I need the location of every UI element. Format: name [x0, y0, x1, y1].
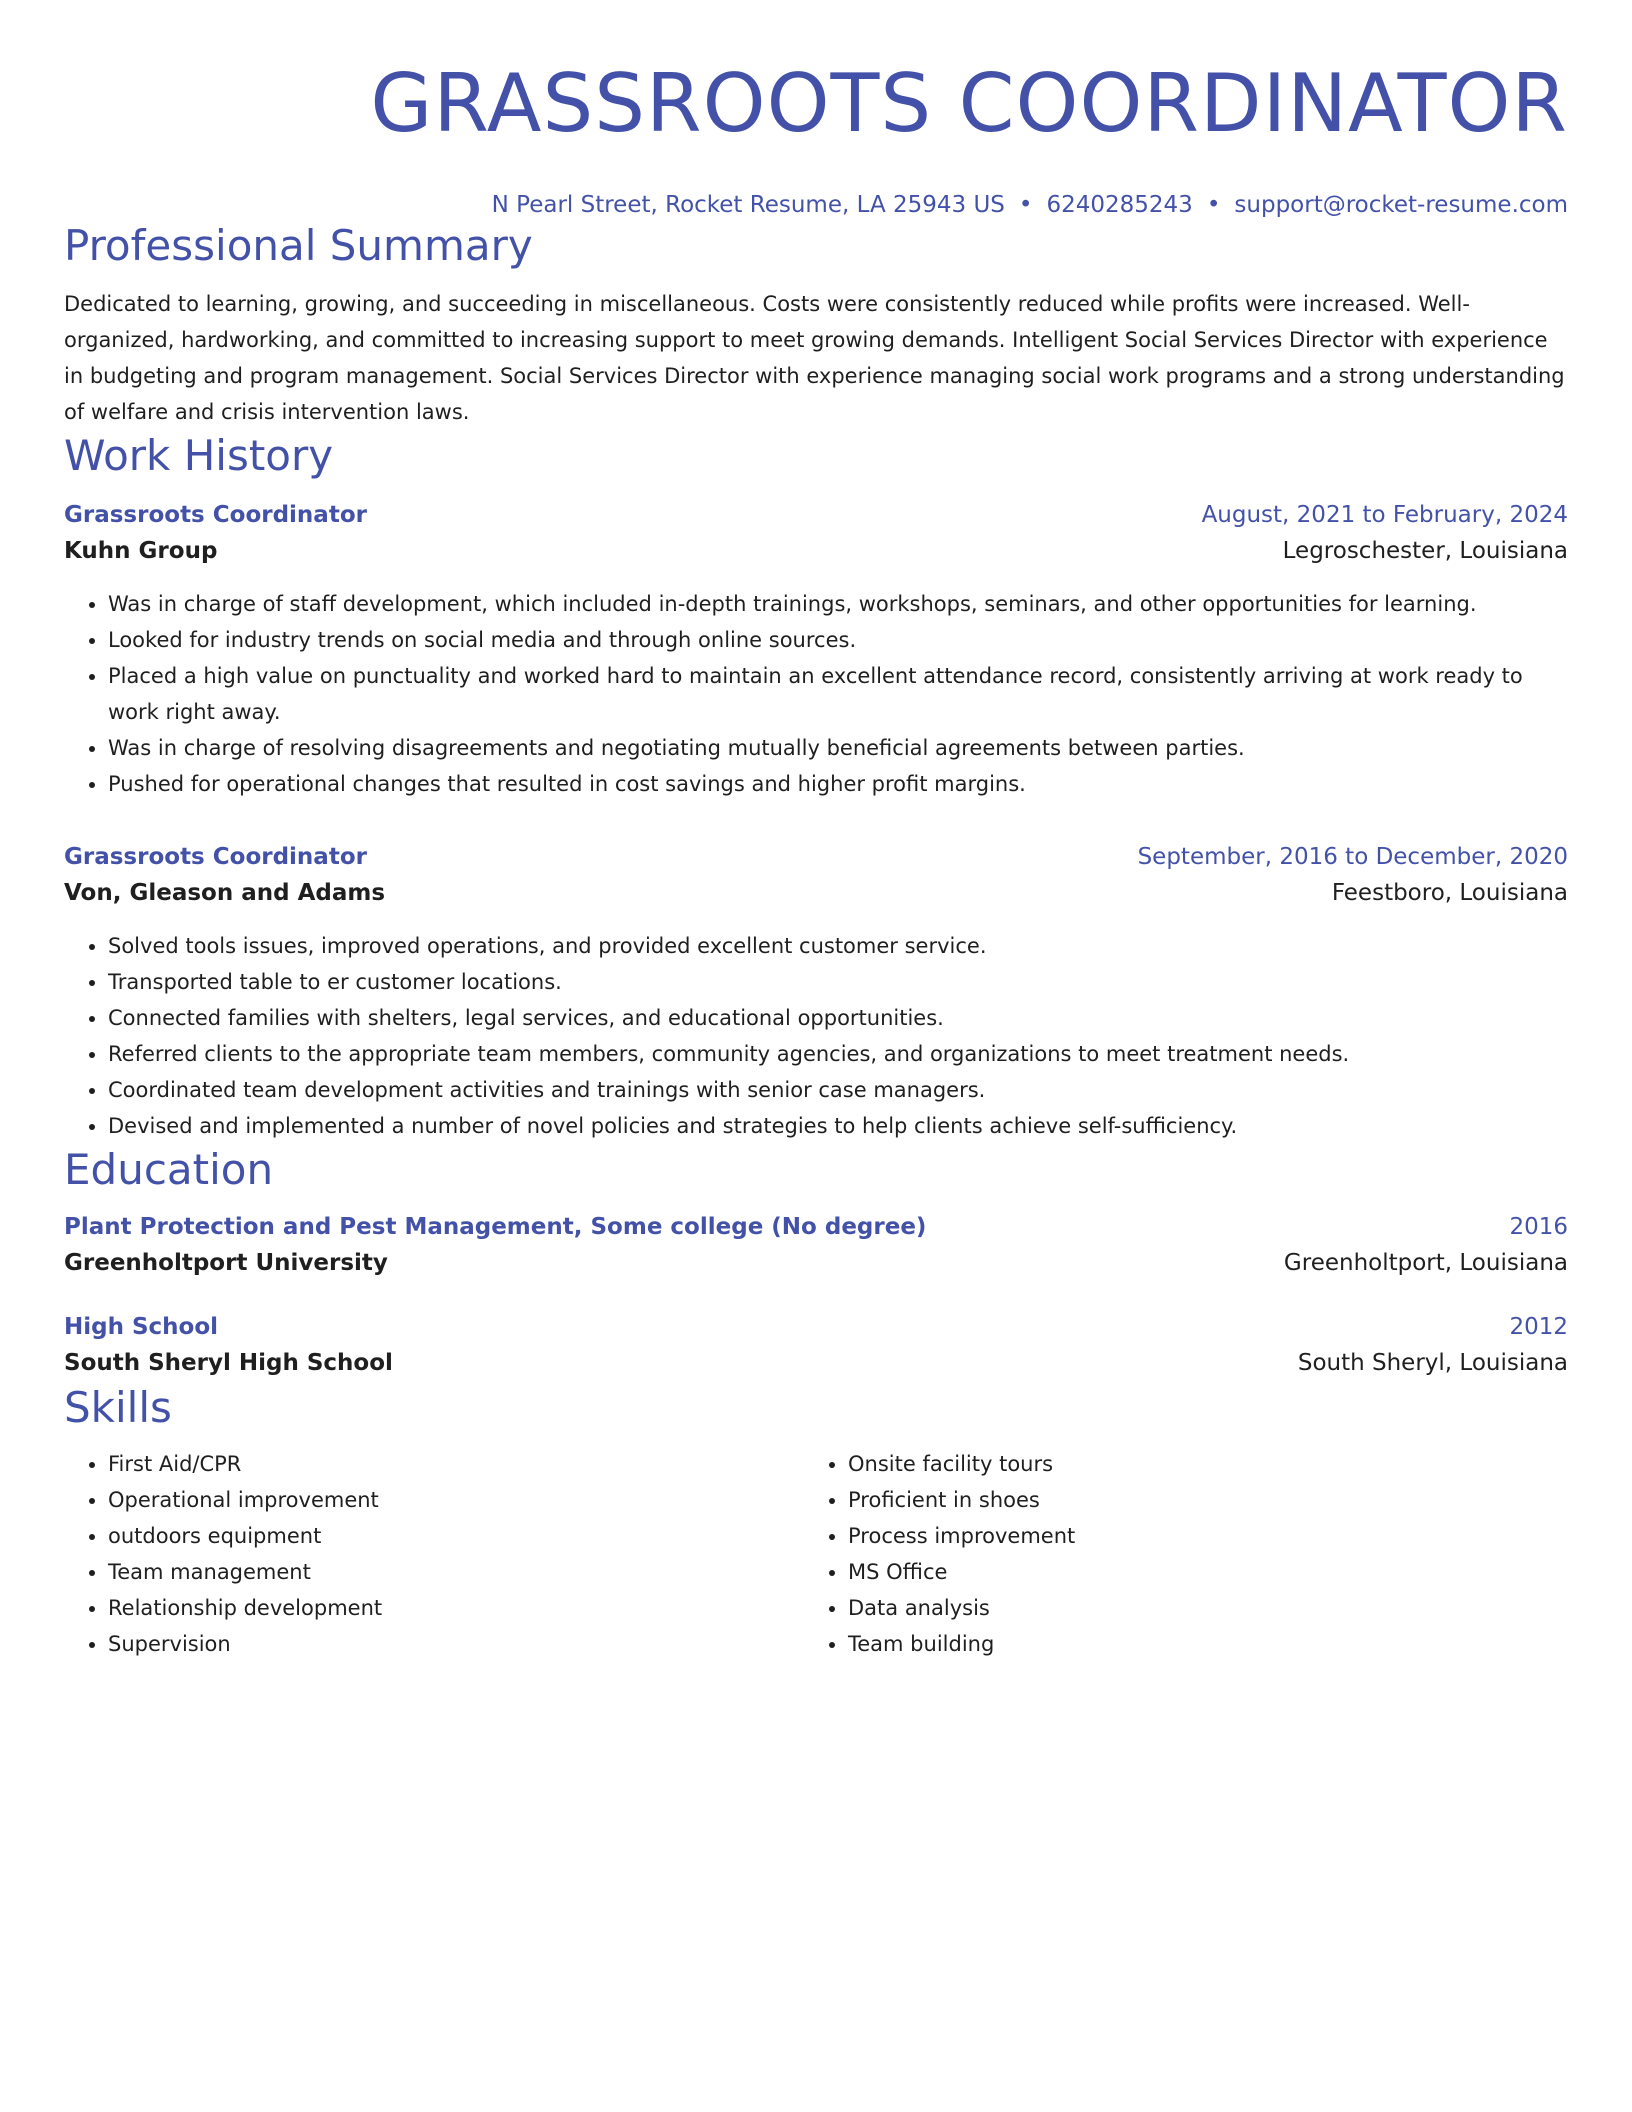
- contact-address: N Pearl Street, Rocket Resume, LA 25943 US: [491, 192, 1005, 218]
- job-bullet: • Solved tools issues, improved operations, and provided excellent customer service.: [108, 928, 1568, 964]
- contact-phone: 6240285243: [1046, 192, 1193, 218]
- job-dates: September, 2016 to December, 2020: [1137, 844, 1568, 870]
- summary-text: Dedicated to learning, growing, and succeeding in miscellaneous. Costs were consistently reduced while profits were increased. Well-organized, hardworking, and committed to increasing support to meet growing demands. Intelligent Social Services Director with experience in budgeting and program management. Social Services Director with experience managing social work programs and a strong understanding of welfare and crisis intervention laws.: [64, 292, 1565, 424]
- education-location: Greenholtport, Louisiana: [1283, 1250, 1568, 1276]
- contact-email[interactable]: support@rocket-resume.com: [1234, 192, 1568, 218]
- skill-item: • MS Office: [848, 1554, 1564, 1590]
- education-location: South Sheryl, Louisiana: [1297, 1350, 1568, 1376]
- education-school: Greenholtport University: [64, 1250, 388, 1276]
- education-degree: Plant Protection and Pest Management, Some college (No degree): [64, 1214, 927, 1240]
- skill-item: • outdoors equipment: [108, 1518, 804, 1554]
- work-history-heading: Work History: [64, 431, 334, 480]
- job-bullet-list: [64, 928, 1568, 1144]
- education-year: 2016: [1509, 1214, 1568, 1240]
- education-school-row: [64, 1344, 1568, 1382]
- job-location: Feestboro, Louisiana: [1331, 880, 1568, 906]
- skill-item: • Relationship development: [108, 1590, 804, 1626]
- education-heading: Education: [64, 1145, 274, 1194]
- education-header-row: [64, 1210, 1568, 1244]
- skill-item: • Data analysis: [848, 1590, 1564, 1626]
- job-bullet: • Coordinated team development activities and trainings with senior case managers.: [108, 1072, 1568, 1108]
- education-entry: [64, 1210, 1568, 1282]
- job-position: Grassroots Coordinator: [64, 502, 367, 528]
- education-school-row: [64, 1244, 1568, 1282]
- contact-separator: •: [1206, 192, 1221, 218]
- job-bullet: • Connected families with shelters, legal services, and educational opportunities.: [108, 1000, 1568, 1036]
- education-header-row: [64, 1310, 1568, 1344]
- contact-separator: •: [1018, 192, 1033, 218]
- job-company-row: [64, 532, 1568, 570]
- job-company: Von, Gleason and Adams: [64, 880, 386, 906]
- skill-item: • Supervision: [108, 1626, 804, 1662]
- job-entry: [64, 840, 1568, 1144]
- skills-heading: Skills: [64, 1383, 172, 1432]
- skills-list-right: [804, 1446, 1564, 1662]
- job-location: Legroschester, Louisiana: [1282, 538, 1568, 564]
- education-year: 2012: [1509, 1314, 1568, 1340]
- skill-item: • Proficient in shoes: [848, 1482, 1564, 1518]
- education-school: South Sheryl High School: [64, 1350, 393, 1376]
- skills-list-left: [64, 1446, 804, 1662]
- job-bullet: • Devised and implemented a number of novel policies and strategies to help clients achieve self-sufficiency.: [108, 1108, 1568, 1144]
- candidate-title: GRASSROOTS COORDINATOR: [370, 57, 1568, 150]
- skill-item: • Team building: [848, 1626, 1564, 1662]
- education-degree: High School: [64, 1314, 219, 1340]
- job-entry: [64, 498, 1568, 802]
- job-bullet: • Placed a high value on punctuality and worked hard to maintain an excellent attendance record, consistently arriving at work ready to work right away.: [108, 658, 1568, 730]
- resume-header: [64, 0, 1568, 220]
- job-company: Kuhn Group: [64, 538, 218, 564]
- skill-item: • First Aid/CPR: [108, 1446, 804, 1482]
- skill-item: • Operational improvement: [108, 1482, 804, 1518]
- summary-heading: Professional Summary: [64, 221, 533, 270]
- job-bullet: • Was in charge of staff development, which included in-depth trainings, workshops, seminars, and other opportunities for learning.: [108, 586, 1568, 622]
- job-bullet: • Referred clients to the appropriate team members, community agencies, and organizations to meet treatment needs.: [108, 1036, 1568, 1072]
- job-bullet: • Looked for industry trends on social media and through online sources.: [108, 622, 1568, 658]
- job-dates: August, 2021 to February, 2024: [1201, 502, 1568, 528]
- skill-item: • Process improvement: [848, 1518, 1564, 1554]
- job-bullet: • Pushed for operational changes that resulted in cost savings and higher profit margins.: [108, 766, 1568, 802]
- job-header-row: [64, 840, 1568, 874]
- job-position: Grassroots Coordinator: [64, 844, 367, 870]
- skill-item: • Onsite facility tours: [848, 1446, 1564, 1482]
- job-bullet: • Was in charge of resolving disagreements and negotiating mutually beneficial agreements between parties.: [108, 730, 1568, 766]
- education-entry: [64, 1310, 1568, 1382]
- skills-columns: [64, 1446, 1568, 1662]
- job-header-row: [64, 498, 1568, 532]
- job-bullet-list: [64, 586, 1568, 802]
- skill-item: • Team management: [108, 1554, 804, 1590]
- job-company-row: [64, 874, 1568, 912]
- job-bullet: • Transported table to er customer locations.: [108, 964, 1568, 1000]
- contact-line: [64, 190, 1568, 220]
